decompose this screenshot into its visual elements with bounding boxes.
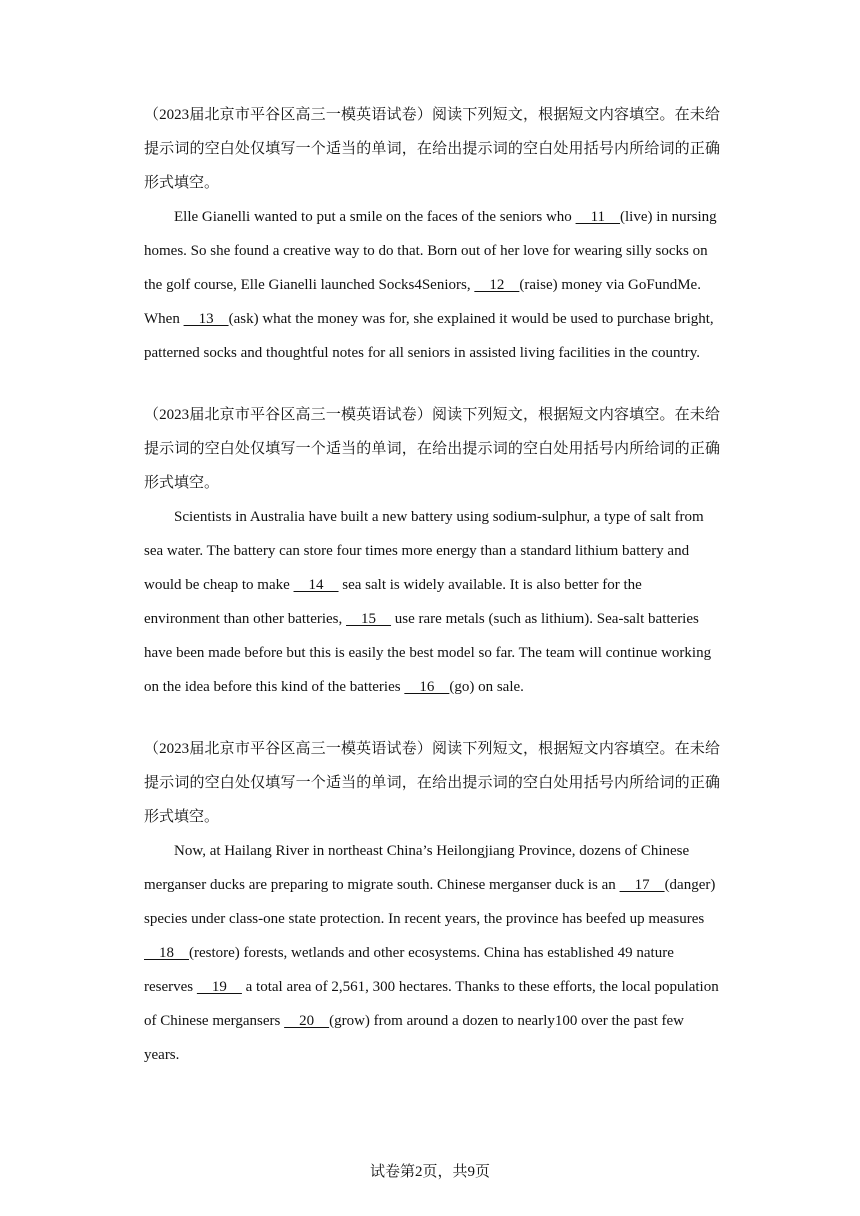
passage-text [144,200,720,370]
blank-12[interactable]: 12 [474,277,520,293]
passage-segment: (go) on sale. [449,679,524,695]
passage-segment: (grow) from around a dozen to nearly100 over the past few years. [144,1013,684,1063]
blank-14[interactable]: 14 [293,577,339,593]
passage-segment: use rare metals (such as lithium). Sea-salt batteries have been made before but this is easily the best model so far. The team will continue working on the idea before this kind of the batteries [144,611,712,695]
blank-19[interactable]: 19 [196,979,242,995]
passage-segment: Elle Gianelli wanted to put a smile on the faces of the seniors who [174,209,576,225]
passage-segment: sea salt is widely available. It is also better for the environment than other batteries, [144,577,642,627]
blank-18[interactable]: 18 [144,945,189,961]
blank-15[interactable]: 15 [346,611,392,627]
passage-segment: (raise) money via GoFundMe. When [144,277,701,327]
passage-segment: Now, at Hailang River in northeast China’s Heilongjiang Province, dozens of Chinese merganser ducks are preparing to migrate south. Chinese merganser duck is an [144,843,690,893]
blank-20[interactable]: 20 [284,1013,330,1029]
passage-segment: (live) in nursing homes. So she found a creative way to do that. Born out of her love for wearing silly socks on the golf course, Elle Gianelli launched Socks4Seniors, [144,209,717,293]
passage-segment: a total area of 2,561, 300 hectares. Thanks to these efforts, the local population of Chinese mergansers [144,979,719,1029]
section-instruction: （2023届北京市平谷区高三一模英语试卷）阅读下列短文，根据短文内容填空。在未给提示词的空白处仅填写一个适当的单词，在给出提示词的空白处用括号内所给词的正确形式填空。 [144,107,720,191]
question-section-3 [144,732,720,1072]
section-instruction: （2023届北京市平谷区高三一模英语试卷）阅读下列短文，根据短文内容填空。在未给提示词的空白处仅填写一个适当的单词，在给出提示词的空白处用括号内所给词的正确形式填空。 [144,407,720,491]
exam-page [144,98,720,1100]
blank-11[interactable]: 11 [575,209,621,225]
passage-segment: (ask) what the money was for, she explained it would be used to purchase bright, patterned socks and thoughtful notes for all seniors in assisted living facilities in the country. [144,311,714,361]
blank-17[interactable]: 17 [619,877,665,893]
question-section-1 [144,98,720,370]
passage-text [144,500,720,704]
page-footer: 试卷第2页，共9页 [369,1164,490,1180]
passage-segment: Scientists in Australia have built a new battery using sodium-sulphur, a type of salt from sea water. The battery can store four times more energy than a standard lithium battery and would be cheap to make [144,509,704,593]
section-instruction: （2023届北京市平谷区高三一模英语试卷）阅读下列短文，根据短文内容填空。在未给提示词的空白处仅填写一个适当的单词，在给出提示词的空白处用括号内所给词的正确形式填空。 [144,741,720,825]
passage-segment: (restore) forests, wetlands and other ecosystems. China has established 49 nature reserves [144,945,674,995]
question-section-2 [144,398,720,704]
blank-16[interactable]: 16 [404,679,450,695]
blank-13[interactable]: 13 [183,311,229,327]
passage-text [144,834,720,1072]
passage-segment: (danger) species under class-one state protection. In recent years, the province has beefed up measures [144,877,716,927]
